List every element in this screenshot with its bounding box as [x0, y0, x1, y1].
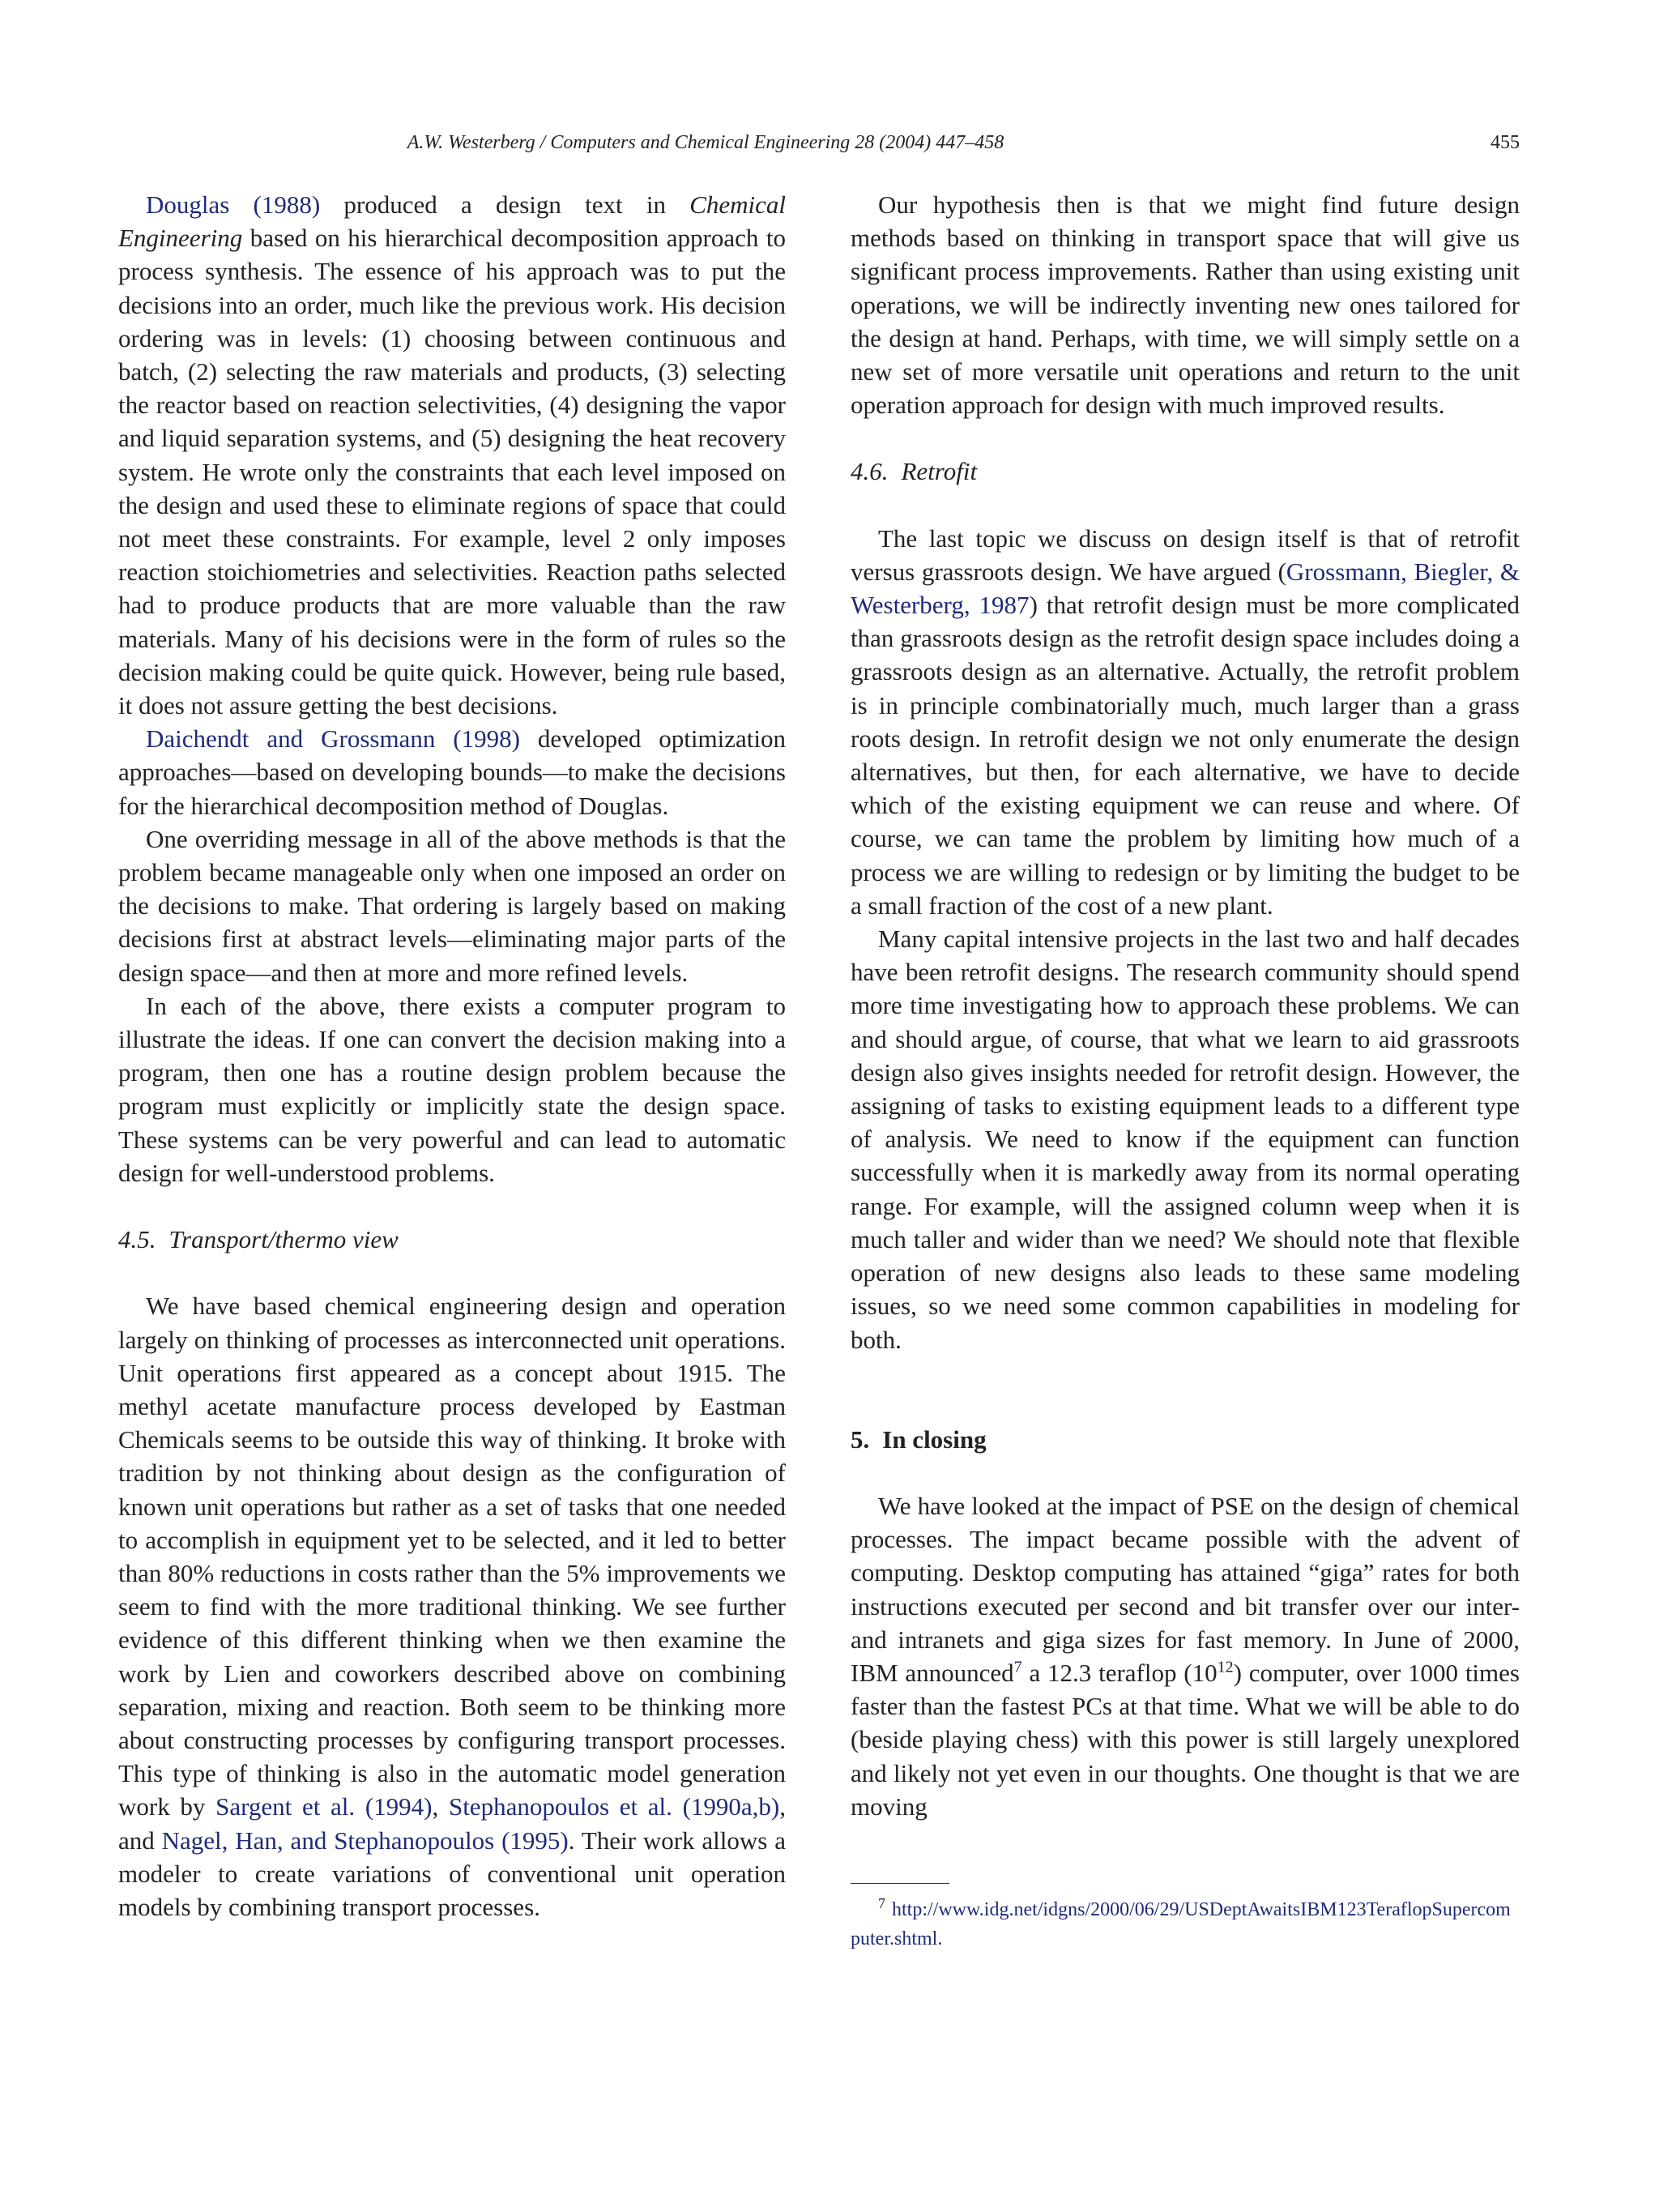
paragraph — [851, 1489, 1520, 1823]
footnote-reference[interactable]: 7 — [1013, 1658, 1022, 1676]
paragraph: Our hypothesis then is that we might find future design methods based on thinking in transport space that will give us significant process improvements. Rather than using existing unit operations, we will be indirectly inventing new ones tailored for the design at hand. Perhaps, with time, we will simply settle on a new set of more versatile unit operations and return to the unit operation approach for design with much improved results. — [851, 190, 1520, 420]
footnote-divider — [851, 1883, 949, 1884]
page-number: 455 — [1491, 132, 1520, 153]
citation-link[interactable]: Stephanopoulos et al. (1990a,b) — [448, 1792, 780, 1821]
text: ) that retrofit design must be more complicated than grassroots design as the retrofit design space includes doing a grassroots design as an alternative. Actually, the retrofit problem is in principle combinatorially much, much larger than a grass roots design. In retrofit design we not only enumerate the design alternatives, but then, for each alternative, we have to decide which of the existing equipment we can reuse and where. Of course, we can tame the problem by limiting how much of a process we are willing to redesign or by limiting the budget to be a small fraction of the cost of a new plant. — [851, 591, 1520, 920]
section-number: 4.6. — [851, 457, 889, 486]
section-heading — [118, 1223, 786, 1256]
running-header — [118, 126, 1520, 159]
section-heading — [851, 1423, 1520, 1456]
citation-link[interactable]: Daichendt and Grossmann (1998) — [146, 724, 520, 754]
paragraph — [118, 722, 786, 822]
section-title: Retrofit — [901, 457, 978, 486]
text: , — [432, 1792, 449, 1821]
text: We have based chemical engineering design and operation largely on thinking of processes as interconnected unit operations. Unit operations first appeared as a concept about 1915. The methyl acetate manufacture process developed by Eastman Chemicals seems to be outside this way of thinking. It broke with tradition by not thinking about design as the configuration of known unit operations but rather as a set of tasks that one needed to accomplish in equipment yet to be selected, and it led to better than 80% reductions in costs rather than the 5% improvements we seem to find with the more traditional thinking. We see further evidence of this different thinking when we then examine the work by Lien and coworkers described above on combining separation, mixing and reaction. Both seem to be thinking more about constructing processes by configuring transport processes. This type of thinking is also in the automatic model generation work by — [118, 1292, 786, 1821]
text: ) computer, over 1000 times faster than the fastest PCs at that time. What we will be able to do (beside playing chess) with this power is still largely unexplored and likely not yet even in our thoughts. One thought is that we are moving — [851, 1658, 1520, 1821]
citation-link[interactable]: Sargent et al. (1994) — [215, 1792, 433, 1821]
left-column — [118, 188, 786, 1924]
citation-link[interactable]: Grossmann, Biegler, & Westerberg, 1987 — [851, 557, 1520, 620]
emphasis: Chemical Engineering — [118, 190, 786, 253]
footnote — [851, 1895, 1520, 1954]
journal-citation: A.W. Westerberg / Computers and Chemical Engineering 28 (2004) 447–458 — [407, 132, 1004, 153]
text: a 12.3 teraflop (10 — [1021, 1658, 1218, 1687]
text: . Their work allows a modeler to create variations of conventional unit operation models by combining transport processes. — [118, 1826, 786, 1921]
section-heading — [851, 455, 1520, 488]
exponent: 12 — [1217, 1658, 1234, 1676]
text: based on his hierarchical decomposition approach to process synthesis. The essence of his approach was to put the decisions into an order, much like the previous work. His decision ordering was in levels: (1) choosing between continuous and batch, (2) selecting the raw materials and products, (3) selecting the reactor based on reaction selectivities, (4) designing the vapor and liquid separation systems, and (5) designing the heat recovery system. He wrote only the constraints that each level imposed on the design and used these to eliminate regions of space that could not meet these constraints. For example, level 2 only imposes reaction stoichiometries and selectivities. Reaction paths selected had to produce products that are more valuable than the raw materials. Many of his decisions were in the form of rules so the decision making could be quite quick. However, being rule based, it does not assure getting the best decisions. — [118, 224, 786, 720]
text: We have looked at the impact of PSE on the design of chemical processes. The impact became possible with the advent of computing. Desktop computing has attained “giga” rates for both instructions executed per second and bit transfer over our inter- and intranets and giga sizes for fast memory. In June of 2000, IBM announced — [851, 1491, 1520, 1687]
footnote-url-link[interactable]: http://www.idg.net/idgns/2000/06/29/USDeptAwaitsIBM123TeraflopSupercomputer.shtml. — [851, 1898, 1511, 1949]
paragraph — [118, 188, 786, 722]
text: The last topic we discuss on design itself is that of retrofit versus grassroots design. We have argued ( — [851, 523, 1520, 586]
section-number: 5. — [851, 1424, 870, 1454]
section-title: Transport/thermo view — [168, 1225, 399, 1254]
section-number: 4.5. — [118, 1225, 156, 1254]
citation-link[interactable]: Douglas (1988) — [146, 190, 321, 219]
text: , and — [118, 1792, 787, 1855]
paragraph — [851, 522, 1520, 922]
text: produced a design text in — [320, 190, 690, 219]
right-column — [851, 188, 1520, 1954]
paragraph: In each of the above, there exists a computer program to illustrate the ideas. If one can convert the decision making into a program, then one has a routine design problem because the program must explicitly or implicitly state the design space. These systems can be very powerful and can lead to automatic design for well-understood problems. — [118, 991, 786, 1187]
paragraph: Many capital intensive projects in the last two and half decades have been retrofit designs. The research community should spend more time investigating how to approach these problems. We can and should argue, of course, that what we learn to aid grassroots design also gives insights needed for retrofit design. However, the assigning of tasks to existing equipment leads to a different type of analysis. We need to know if the equipment can function successfully when it is markedly away from its normal operating range. For example, will the assigned column weep when it is much taller and wider than we need? We should note that flexible operation of new designs also leads to these same modeling issues, so we need some common capabilities in modeling for both. — [851, 925, 1520, 1354]
footnote-mark: 7 — [878, 1894, 885, 1911]
paragraph: One overriding message in all of the above methods is that the problem became manageable only when one imposed an order on the decisions to make. That ordering is largely based on making decisions first at abstract levels—eliminating major parts of the design space—and then at more and more refined levels. — [118, 824, 786, 987]
text: developed optimization approaches—based on developing bounds—to make the decisions for the hierarchical decomposition method of Douglas. — [118, 724, 786, 820]
section-title: In closing — [882, 1424, 987, 1454]
paragraph — [118, 1289, 786, 1924]
citation-link[interactable]: Nagel, Han, and Stephanopoulos (1995) — [161, 1826, 569, 1855]
